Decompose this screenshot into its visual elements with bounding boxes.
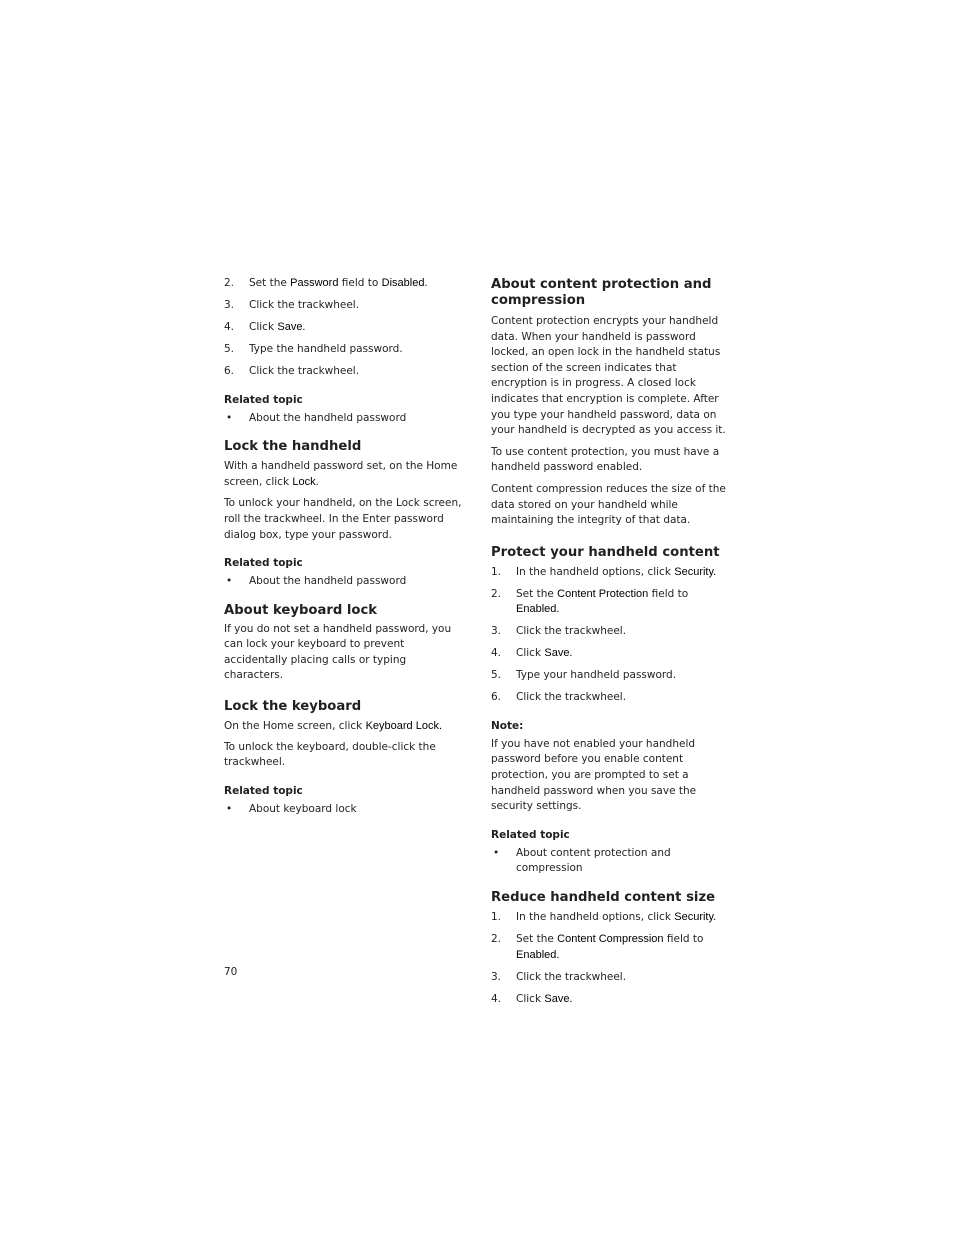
step-text: field to — [663, 932, 704, 945]
step-item — [491, 970, 731, 986]
bullet-icon: • — [226, 802, 233, 815]
section-title: About content protection and compression — [491, 277, 712, 308]
step-text: Click the trackwheel. — [249, 298, 360, 311]
step-text: Type your handheld password. — [516, 669, 677, 682]
step-text: Click the trackwheel. — [516, 691, 627, 704]
ui-term: Disabled. — [381, 277, 428, 289]
section-title: Lock the handheld — [224, 439, 362, 455]
step-text: In the handheld options, click — [516, 910, 675, 923]
ui-term: Keyboard Lock. — [365, 720, 442, 733]
ui-term: Enabled. — [516, 603, 560, 616]
related-topic-heading: Related topic — [224, 784, 303, 797]
section-title: Reduce handheld content size — [491, 889, 716, 905]
step-number: 5. — [224, 342, 235, 355]
step-text: Click — [516, 992, 545, 1005]
section-title: Protect your handheld content — [491, 544, 720, 560]
paragraph — [224, 459, 464, 490]
step-text: field to — [338, 277, 382, 289]
ui-term: Save. — [544, 647, 573, 660]
ui-term: Save. — [544, 992, 573, 1005]
related-topic-item[interactable] — [224, 411, 464, 427]
paragraph: Content protection encrypts your handheld data. When your handheld is password locked, an open lock in the handheld status section of the screen indicates that encryption is in progress. A closed lock indicates that encryption is complete. After you type your handheld password, data on your handheld is decrypted as you access it. — [491, 315, 726, 437]
ui-term: Content Protection — [557, 587, 649, 600]
step-number: 2. — [491, 587, 502, 600]
ui-term: Security. — [674, 910, 717, 923]
step-text: Click the trackwheel. — [516, 625, 627, 638]
step-number: 2. — [491, 932, 502, 945]
related-topic-link[interactable]: About keyboard lock — [249, 802, 357, 815]
section-title: About keyboard lock — [224, 602, 378, 618]
ui-term: Enabled. — [516, 948, 560, 961]
step-number: 4. — [224, 320, 235, 333]
step-item — [491, 587, 731, 618]
step-text: Click — [249, 320, 278, 333]
section-title: Lock the keyboard — [224, 699, 362, 715]
ui-term: Security. — [674, 565, 717, 578]
bullet-icon: • — [493, 846, 500, 859]
step-item — [491, 668, 731, 684]
related-topic-link[interactable]: About the handheld password — [249, 575, 407, 588]
step-number: 5. — [491, 669, 502, 682]
step-text: Click — [516, 647, 545, 660]
paragraph: Content compression reduces the size of the data stored on your handheld while maintaining the integrity of that data. — [491, 482, 726, 527]
step-number: 3. — [491, 625, 502, 638]
step-item — [491, 992, 731, 1008]
step-number: 1. — [491, 565, 502, 578]
step-item — [224, 364, 464, 380]
related-topic-item[interactable] — [491, 846, 731, 877]
step-text: field to — [648, 587, 689, 600]
step-number: 6. — [491, 691, 502, 704]
step-item — [224, 320, 464, 336]
related-topic-heading: Related topic — [491, 828, 570, 841]
ui-term: Save. — [277, 320, 306, 333]
step-item — [491, 646, 731, 662]
step-text: Click the trackwheel. — [516, 970, 627, 983]
step-number: 6. — [224, 364, 235, 377]
related-topic-heading: Related topic — [224, 557, 303, 570]
paragraph — [224, 719, 464, 735]
right-column — [491, 276, 731, 1007]
step-item — [491, 932, 731, 963]
step-text: Set the — [516, 932, 558, 945]
step-item — [491, 690, 731, 706]
step-item — [491, 624, 731, 640]
step-text: Type the handheld password. — [249, 342, 403, 355]
step-number: 3. — [224, 298, 235, 311]
paragraph: To use content protection, you must have a handheld password enabled. — [491, 445, 720, 474]
related-topic-item[interactable] — [224, 802, 464, 818]
related-topic-link[interactable]: About content protection and compression — [516, 846, 671, 875]
step-text: In the handheld options, click — [516, 565, 675, 578]
paragraph-text: On the Home screen, click — [224, 720, 366, 733]
page-number: 70 — [224, 966, 238, 978]
step-item — [491, 910, 731, 926]
step-number: 4. — [491, 647, 502, 660]
step-text: Set the — [516, 587, 558, 600]
left-column — [224, 276, 464, 817]
related-topic-heading: Related topic — [224, 393, 303, 406]
bullet-icon: • — [226, 575, 233, 588]
step-item — [224, 298, 464, 314]
step-number: 2. — [224, 277, 235, 289]
step-item — [224, 342, 464, 358]
related-topic-item[interactable] — [224, 574, 464, 590]
note-text: If you have not enabled your handheld password before you enable content protection, you are prompted to set a handheld password when you save the security settings. — [491, 737, 697, 813]
step-item — [491, 565, 731, 581]
step-text: Click the trackwheel. — [249, 364, 360, 377]
step-number: 3. — [491, 970, 502, 983]
ui-term: Password — [290, 277, 339, 289]
step-text: Set the — [249, 277, 291, 289]
ui-term: Lock. — [292, 475, 319, 488]
bullet-icon: • — [226, 411, 233, 424]
note-heading: Note: — [491, 719, 524, 732]
paragraph-text: With a handheld password set, on the Home screen, click — [224, 460, 458, 488]
step-number: 1. — [491, 910, 502, 923]
ui-term: Content Compression — [557, 932, 664, 945]
step-number: 4. — [491, 992, 502, 1005]
paragraph: If you do not set a handheld password, you can lock your keyboard to prevent accidentally placing calls or typing characters. — [224, 622, 452, 682]
paragraph: To unlock the keyboard, double-click the trackwheel. — [224, 740, 436, 769]
paragraph: To unlock your handheld, on the Lock screen, roll the trackwheel. In the Enter password dialog box, type your password. — [224, 497, 462, 541]
related-topic-link[interactable]: About the handheld password — [249, 411, 407, 424]
step-item — [224, 276, 464, 292]
